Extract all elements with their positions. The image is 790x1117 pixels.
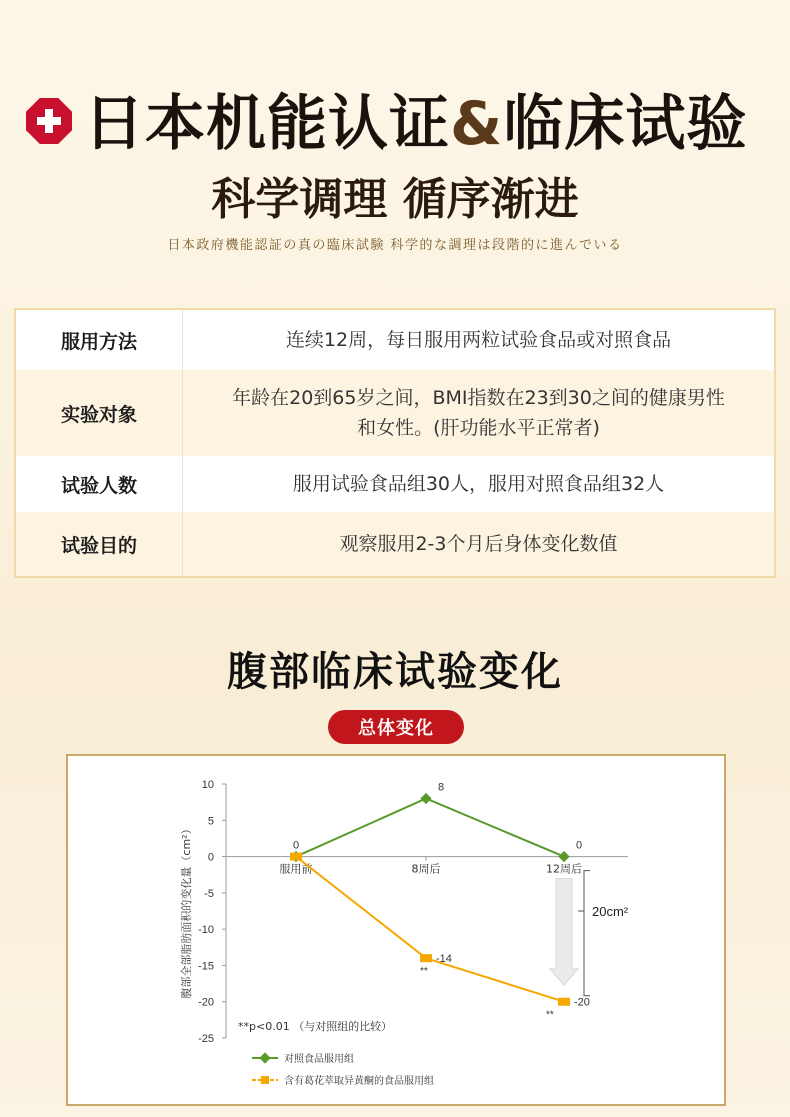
title-main: 日本机能认证 <box>84 89 450 159</box>
y-tick-label: 10 <box>201 779 214 791</box>
table-row <box>16 310 774 370</box>
y-tick-label: -25 <box>198 1033 214 1045</box>
chart-container <box>66 754 726 1106</box>
data-label: 0 <box>292 839 300 852</box>
page-title <box>84 88 774 160</box>
significance-note: **p<0.01 （与对照组的比较） <box>238 1020 393 1033</box>
row-label: 实验对象 <box>16 370 183 456</box>
data-point <box>420 793 431 804</box>
difference-label: 20cm² <box>592 904 629 919</box>
data-label: -14 <box>436 953 452 966</box>
significance-mark: ** <box>420 966 428 978</box>
x-tick-label: 服用前 <box>279 862 313 876</box>
row-value: 连续12周，每日服用两粒试验食品或对照食品 <box>285 329 672 351</box>
x-tick-label: 8周后 <box>411 862 441 876</box>
y-tick-label: 5 <box>207 815 214 828</box>
row-label: 试验目的 <box>16 512 183 576</box>
title-amp: & <box>450 89 504 159</box>
y-tick-label: 0 <box>207 851 214 864</box>
legend-mark-test <box>252 1074 278 1086</box>
y-tick-label: -5 <box>204 887 214 900</box>
significance-mark: ** <box>546 1009 554 1021</box>
legend-label-test: 含有葛花萃取异黄酮的食品服用组 <box>284 1076 434 1087</box>
difference-bracket <box>584 871 590 996</box>
legend-mark-control <box>252 1052 278 1064</box>
table-row <box>16 370 774 456</box>
data-point <box>558 998 570 1006</box>
title-rest: 临床试验 <box>503 89 748 159</box>
data-label: -20 <box>574 996 590 1009</box>
page-subtitle: 科学调理 循序渐进 <box>211 174 579 225</box>
data-point <box>420 954 432 962</box>
y-tick-label: -20 <box>198 996 214 1009</box>
section-title: 腹部临床试验变化 <box>227 649 563 695</box>
legend-item-test <box>252 1072 434 1087</box>
table-row <box>16 456 774 512</box>
series-line-1 <box>296 857 564 1002</box>
overall-change-pill: 总体变化 <box>328 710 464 744</box>
japanese-tagline: 日本政府機能認証の真の臨床試験 科学的な調理は段階的に進んでいる <box>167 238 623 253</box>
red-cross-icon <box>26 98 72 144</box>
row-label: 试验人数 <box>16 456 183 512</box>
data-label: 8 <box>438 781 445 794</box>
trial-info-table <box>14 308 776 578</box>
row-value: 观察服用2-3个月后身体变化数值 <box>339 533 618 555</box>
legend-item-control <box>252 1050 354 1065</box>
data-point <box>558 851 569 862</box>
x-tick-label: 12周后 <box>546 862 582 876</box>
y-axis-title: 腹部全部脂肪面积的变化量（cm²） <box>180 823 193 999</box>
y-tick-label: -10 <box>198 924 214 937</box>
line-chart <box>68 756 724 1104</box>
data-label: 0 <box>576 839 583 852</box>
down-arrow-icon <box>550 879 578 985</box>
row-value: 服用试验食品组30人，服用对照食品组32人 <box>292 473 665 495</box>
row-value: 年龄在20到65岁之间，BMI指数在23到30之间的健康男性和女性。(肝功能水平正常者) <box>232 387 725 439</box>
y-tick-label: -15 <box>198 960 214 973</box>
series-line-0 <box>296 799 564 857</box>
legend-label-control: 对照食品服用组 <box>284 1054 354 1065</box>
row-label: 服用方法 <box>16 310 183 370</box>
table-row <box>16 512 774 576</box>
data-point <box>290 853 302 861</box>
